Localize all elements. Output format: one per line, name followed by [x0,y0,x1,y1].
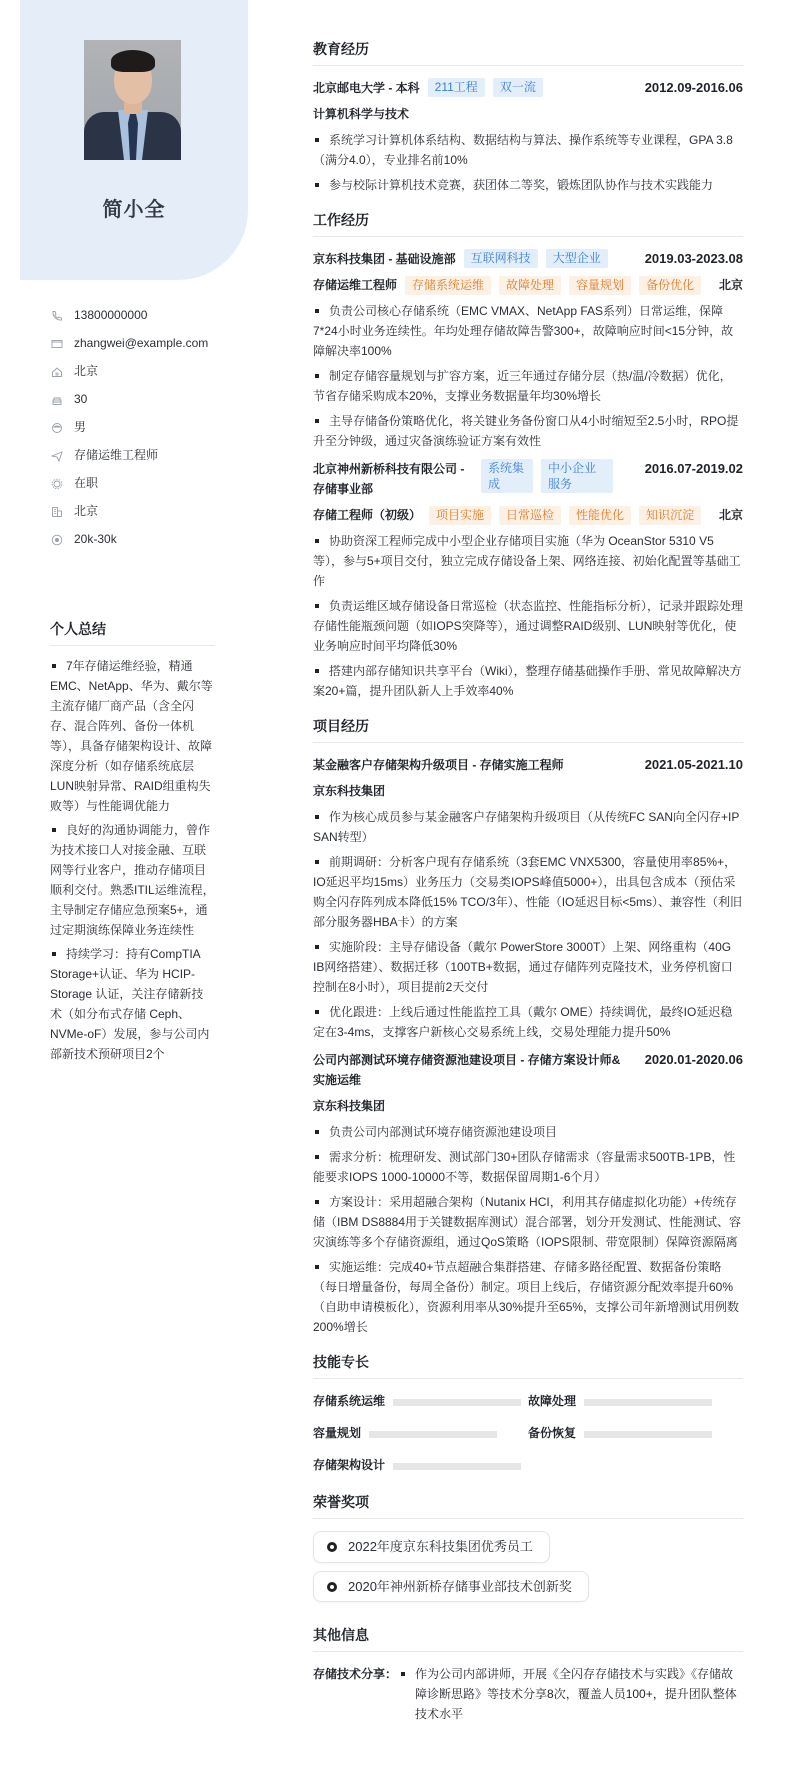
salary-icon [50,533,64,547]
skill-bar [584,1431,712,1438]
skill-tag: 项目实施 [429,506,491,525]
summary-item: 7年存储运维经验，精通EMC、NetApp、华为、戴尔等主流存储厂商产品（含全闪存、混合阵列、备份一体机等），具备存储架构设计、故障深度分析（如存储系统底层LUN映射异常、RAID组重构失败等）与性能调优能力 [50,659,213,814]
project-item: 方案设计：采用超融合架构（Nutanix HCI，利用其存储虚拟化功能）+传统存储（IBM DS8884用于关键数据库测试）混合部署，划分开发测试、性能测试、容灾演练等多个存储资源组，通过QoS策略（IOPS限制、带宽限制）保障资源隔离 [313,1195,742,1250]
skill-item: 故障处理 [528,1391,743,1413]
education-section [313,38,743,195]
work-item: 主导存储备份策略优化，将关键业务备份窗口从4小时缩短至2.5小时，RPO提升至分钟级，通过灾备演练验证方案有效性 [313,414,739,449]
contact-age: 30 [50,386,208,414]
project-date: 2020.01-2020.06 [644,1052,743,1068]
skill-item: 存储系统运维 [313,1391,528,1413]
skill-tag: 日常巡检 [499,506,561,525]
summary-section [50,618,215,1068]
skill-tag: 故障处理 [499,276,561,295]
contact-list [50,302,208,554]
project-company: 京东科技集团 [313,1099,386,1114]
project-item: 负责公司内部测试环境存储资源池建设项目 [313,1122,743,1142]
skill-tag: 知识沉淀 [639,506,701,525]
work-entry [313,459,743,701]
company-tag: 互联网科技 [464,249,538,268]
skills-section [313,1351,743,1477]
work-item: 搭建内部存储知识共享平台（Wiki），整理存储基础操作手册、常见故障解决方案20+篇，提升团队新人上手效率40% [313,664,742,699]
work-title: 工作经历 [313,209,743,237]
skill-tag: 备份优化 [639,276,701,295]
projects-section [313,715,743,1337]
project-company: 京东科技集团 [313,784,386,799]
project-item: 实施运维：完成40+节点超融合集群搭建、存储多路径配置、数据备份策略（每日增量备份，每周全备份）制定。项目上线后，存储资源分配效率提升60%（自助申请模板化），资源利用率从30%提升至65%，支撑公司年新增测试用例数200%增长 [313,1260,740,1335]
honors-title: 荣誉奖项 [313,1491,743,1519]
contact-job-target: 存储运维工程师 [50,442,208,470]
work-item: 负责公司核心存储系统（EMC VMAX、NetApp FAS系列）日常运维，保障7*24小时业务连续性。年均处理存储故障告警300+，故障响应时间<15分钟，故障解决率100% [313,304,734,359]
job-role: 存储运维工程师 [313,278,398,293]
work-date: 2019.03-2023.08 [644,251,743,267]
project-item: 需求分析：梳理研发、测试部门30+团队存储需求（容量需求500TB-1PB，性能要求IOPS 1000-10000不等，数据保留周期1-6个月） [313,1150,736,1185]
status-icon [50,477,64,491]
project-item: 作为核心成员参与某金融客户存储架构升级项目（从传统FC SAN向全闪存+IP SAN转型） [313,810,740,845]
contact-salary: 20k-30k [50,526,208,554]
award-icon [326,1581,338,1593]
skill-bar [393,1399,521,1406]
project-entry [313,1050,743,1337]
honor-item: 2020年神州新桥存储事业部技术创新奖 [313,1571,589,1602]
project-item: 实施阶段：主导存储设备（戴尔 PowerStore 3000T）上架、网络重构（40G IB网络搭建）、数据迁移（100TB+数据，通过存储阵列克隆技术，业务停机窗口控制在8小时），项目提前2天交付 [313,940,733,995]
education-header [313,78,743,98]
company-name: 京东科技集团 - 基础设施部 [313,252,456,267]
job-target-icon [50,449,64,463]
skill-tag: 容量规划 [569,276,631,295]
skill-tag: 存储系统运维 [405,276,491,295]
project-name: 公司内部测试环境存储资源池建设项目 - 存储方案设计师&实施运维 [313,1053,621,1088]
projects-title: 项目经历 [313,715,743,743]
other-section [313,1624,743,1724]
other-item [313,1664,743,1724]
skill-bar [584,1399,712,1406]
skill-bar [393,1463,521,1470]
skill-item: 备份恢复 [528,1423,743,1445]
summary-title: 个人总结 [50,618,215,646]
phone-icon [50,309,64,323]
right-column [313,38,743,1738]
education-date: 2012.09-2016.06 [644,80,743,96]
skill-item: 存储架构设计 [313,1455,528,1477]
company-tag: 中小企业服务 [541,459,613,493]
school-tag: 211工程 [428,78,485,97]
school-name: 北京邮电大学 - 本科 [313,81,420,96]
summary-item: 持续学习：持有CompTIA Storage+认证、华为 HCIP-Storage 认证，关注存储新技术（如分布式存储 Ceph、NVMe-oF）发展，参与公司内部新技术预研项目2个 [50,947,210,1062]
project-entry [313,755,743,1042]
home-icon [50,365,64,379]
other-title: 其他信息 [313,1624,743,1652]
honor-item: 2022年度京东科技集团优秀员工 [313,1531,550,1562]
education-item: 系统学习计算机体系结构、数据结构与算法、操作系统等专业课程，GPA 3.8（满分4.0），专业排名前10% [313,133,733,168]
contact-phone: 13800000000 [50,302,208,330]
project-date: 2021.05-2021.10 [644,757,743,773]
skills-title: 技能专长 [313,1351,743,1379]
skill-item: 容量规划 [313,1423,528,1445]
other-label: 存储技术分享： [313,1667,398,1682]
summary-item: 良好的沟通协调能力，曾作为技术接口人对接金融、互联网等行业客户，推动存储项目顺利交付。熟悉ITIL运维流程，主导制定存储应急预案5+，通过定期演练保障业务连续性 [50,823,215,938]
education-item: 参与校际计算机技术竞赛，获团体二等奖，锻炼团队协作与技术实践能力 [313,175,743,195]
skill-tag: 性能优化 [569,506,631,525]
contact-location: 北京 [50,358,208,386]
contact-gender: 男 [50,414,208,442]
work-item: 制定存储容量规划与扩容方案，近三年通过存储分层（热/温/冷数据）优化，节省存储采购成本20%，支撑业务数据量年均30%增长 [313,369,732,404]
other-text: 作为公司内部讲师，开展《全闪存存储技术与实践》《存储故障诊断思路》等技术分享8次，覆盖人员100+，提升团队整体技术水平 [415,1667,737,1722]
honors-section [313,1491,743,1610]
avatar-photo [84,40,181,160]
education-title: 教育经历 [313,38,743,66]
award-icon [326,1541,338,1553]
work-item: 负责运维区域存储设备日常巡检（状态监控、性能指标分析），记录并跟踪处理存储性能瓶颈问题（如IOPS突降等），通过调整RAID级别、LUN映射等优化，使业务响应时间平均降低30% [313,599,744,654]
candidate-name: 简小全 [102,199,166,221]
job-city: 北京 [718,278,743,293]
work-date: 2016.07-2019.02 [644,461,743,477]
work-item: 协助资深工程师完成中小型企业存储项目实施（华为 OceanStor 5310 V5等），参与5+项目交付，独立完成存储设备上架、网络连接、初始化配置等基础工作 [313,534,741,589]
company-tag: 系统集成 [481,459,533,493]
job-city: 北京 [718,508,743,523]
contact-city: 北京 [50,498,208,526]
skill-bar [369,1431,497,1438]
work-section [313,209,743,701]
contact-email: zhangwei@example.com [50,330,208,358]
project-item: 前期调研：分析客户现有存储系统（3套EMC VNX5300，容量使用率85%+，IO延迟平均15ms）业务压力（交易类IOPS峰值5000+），出具包含成本（预估采购全闪存阵列成本降低15% TCO/3年）、性能（IO延迟目标<5ms）、兼容性（利旧部分服务器HBA卡）的方案 [313,855,743,930]
company-tag: 大型企业 [546,249,608,268]
project-name: 某金融客户存储架构升级项目 - 存储实施工程师 [313,758,564,773]
company-name: 北京神州新桥科技有限公司 - 存储事业部 [313,462,465,497]
job-role: 存储工程师（初级） [313,508,422,523]
city-icon [50,505,64,519]
contact-status: 在职 [50,470,208,498]
school-tag: 双一流 [493,78,543,97]
mail-icon [50,337,64,351]
project-item: 优化跟进：上线后通过性能监控工具（戴尔 OME）持续调优，最终IO延迟稳定在3-4ms，支撑客户新核心交易系统上线，交易处理能力提升50% [313,1005,733,1040]
gender-icon [50,421,64,435]
age-icon [50,393,64,407]
major: 计算机科学与技术 [313,107,410,122]
work-entry [313,249,743,451]
